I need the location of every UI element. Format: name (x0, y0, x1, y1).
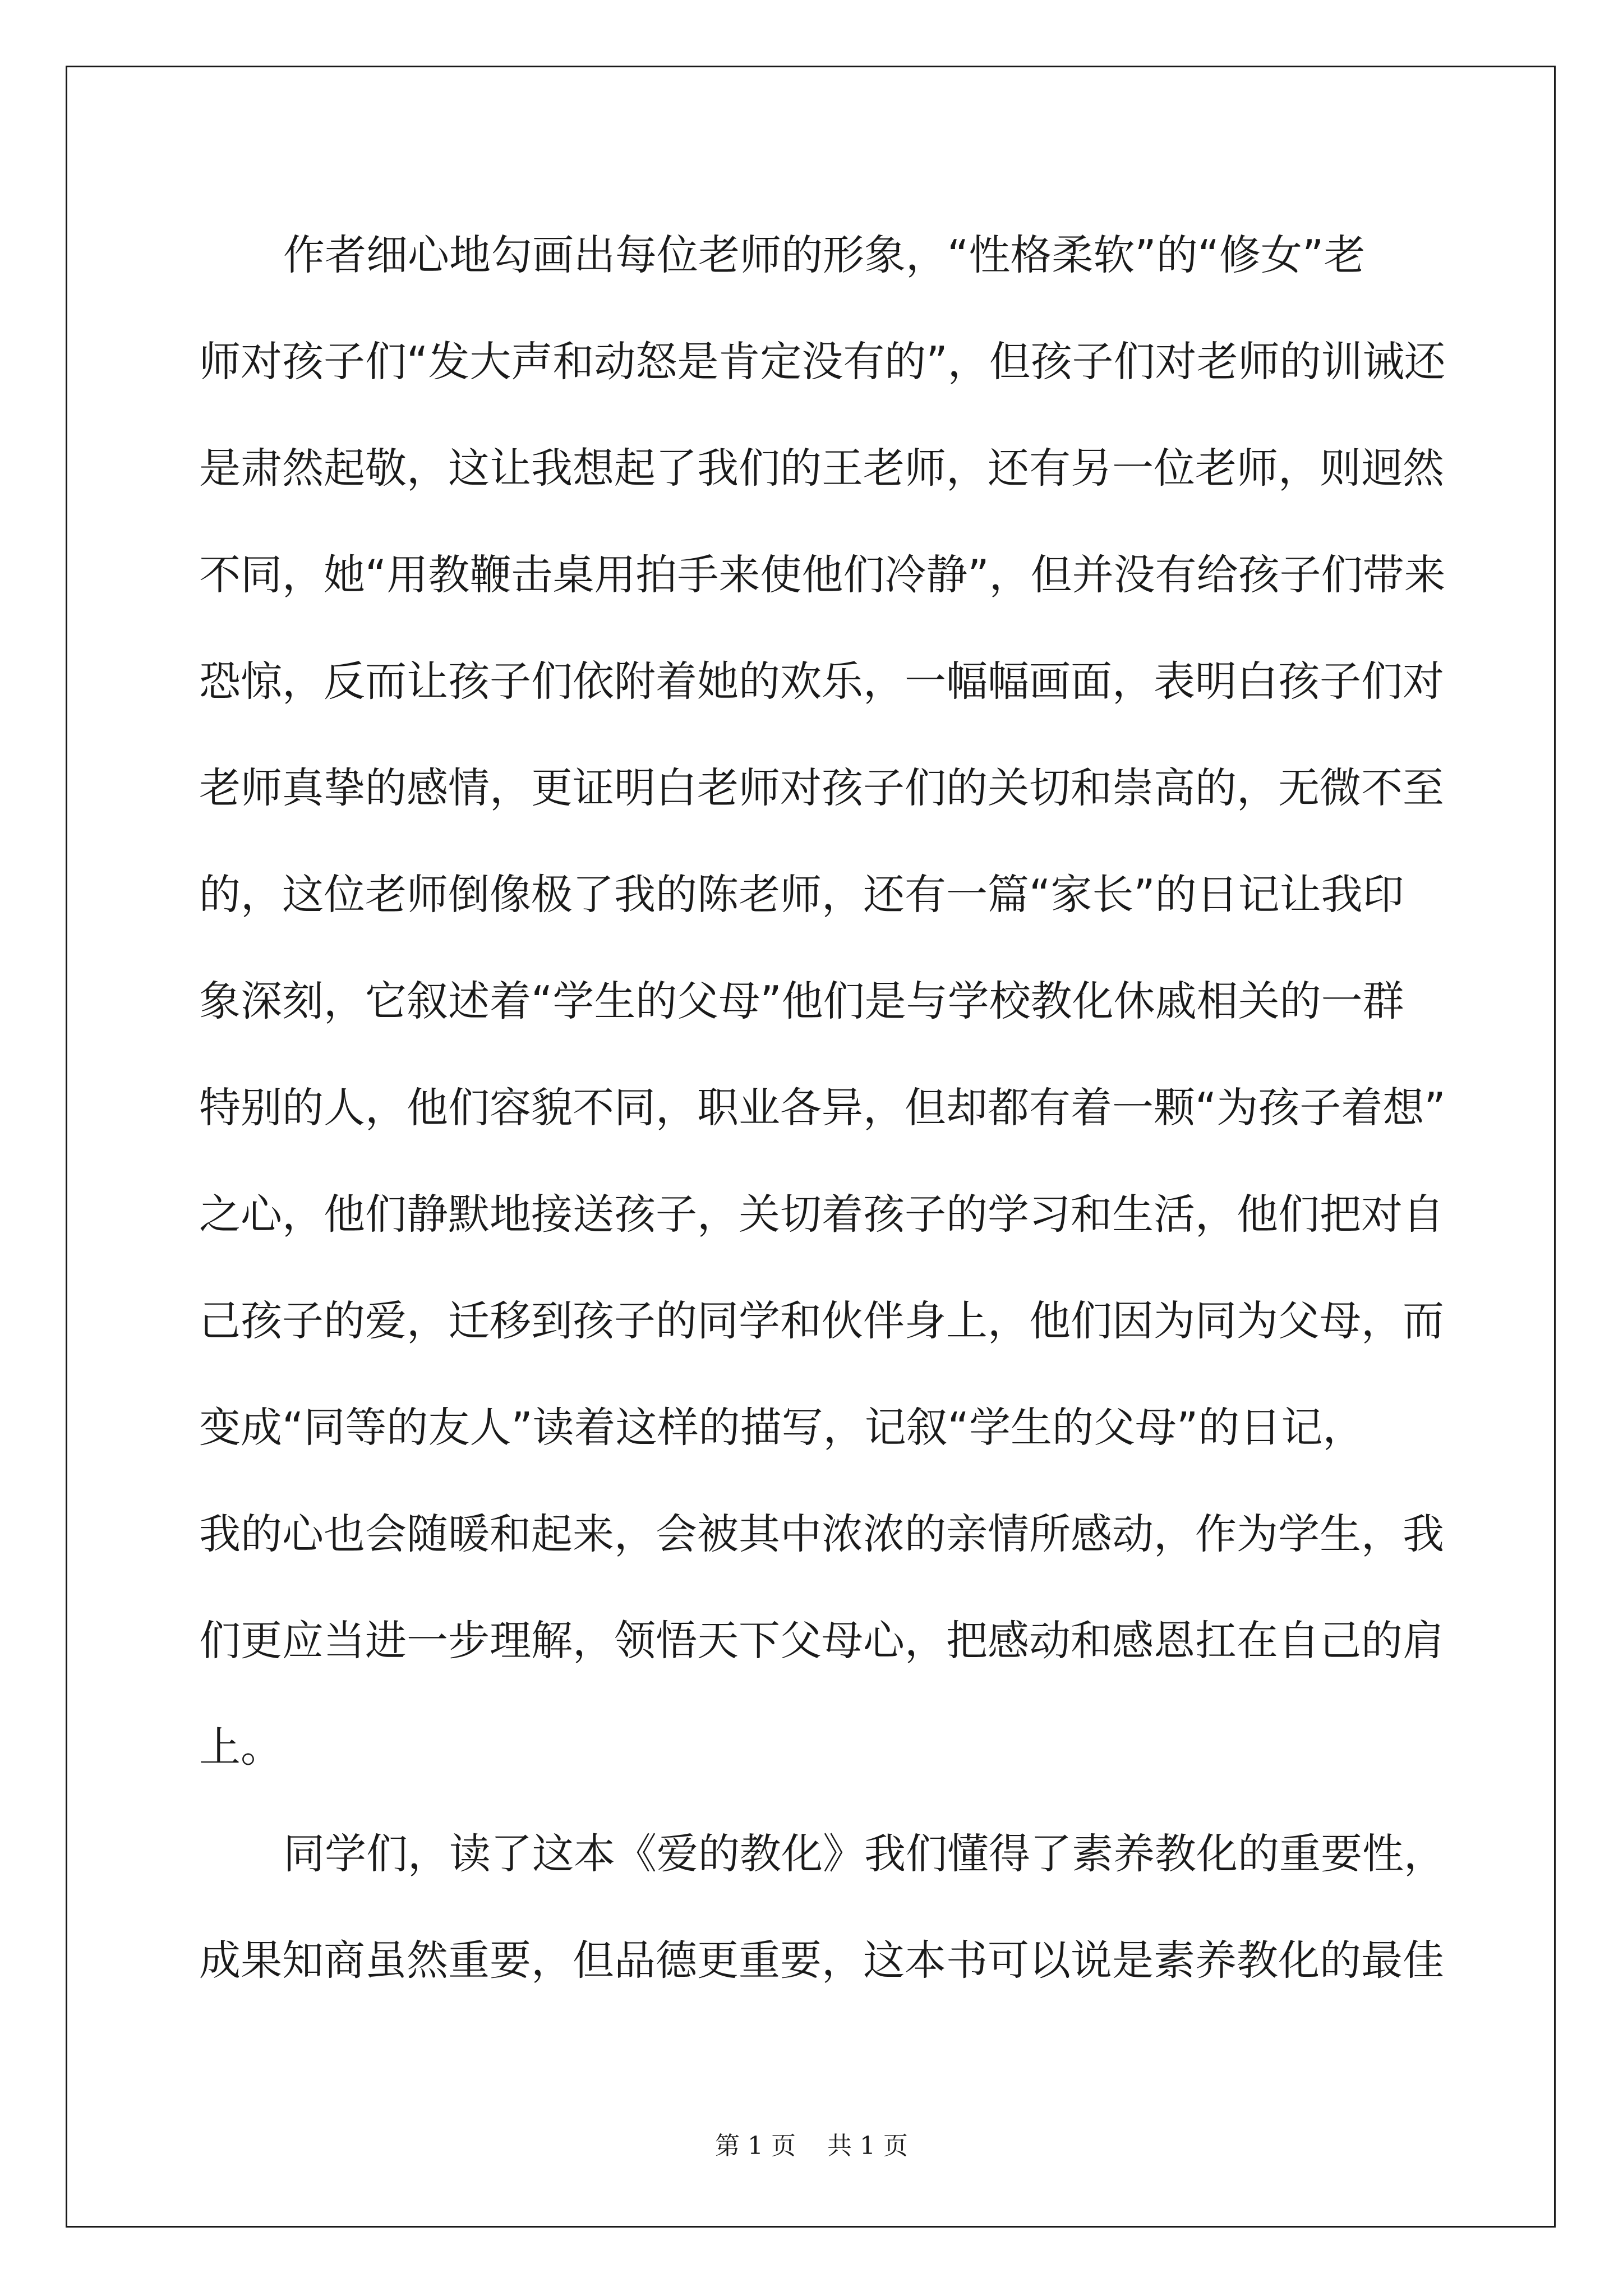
text-line: 不同，她“用教鞭击桌用拍手来使他们冷静”，但并没有给孩子们带来 (199, 551, 1446, 599)
page-footer (0, 2129, 1623, 2163)
text-line: 们更应当进一步理解，领悟天下父母心，把感动和感恩扛在自己的肩 (199, 1617, 1444, 1665)
text-line: 上。 (199, 1723, 282, 1772)
text-line: 己孩子的爱，迁移到孩子的同学和伙伴身上，他们因为同为父母，而 (199, 1297, 1444, 1345)
document-body (199, 202, 1446, 2014)
text-line: 我的心也会随暖和起来，会被其中浓浓的亲情所感动，作为学生，我 (199, 1510, 1444, 1558)
text-line: 变成“同等的友人”读着这样的描写，记叙“学生的父母”的日记， (199, 1404, 1364, 1452)
text-line: 老师真挚的感情，更证明白老师对孩子们的关切和崇高的，无微不至 (199, 764, 1444, 812)
text-line: 的，这位老师倒像极了我的陈老师，还有一篇“家长”的日记让我印 (199, 871, 1404, 919)
text-line: 象深刻，它叙述着“学生的父母”他们是与学校教化休戚相关的一群 (199, 977, 1404, 1025)
paragraph-1 (199, 202, 1446, 1801)
text-line: 特别的人，他们容貌不同，职业各异，但却都有着一颗“为孩子着想” (199, 1084, 1446, 1132)
text-line: 恐惊，反而让孩子们依附着她的欢乐，一幅幅画面，表明白孩子们对 (199, 657, 1444, 706)
page-number-label: 第 1 页 共 1 页 (715, 2132, 908, 2160)
paragraph-2 (199, 1801, 1445, 2014)
text-line: 成果知商虽然重要，但品德更重要，这本书可以说是素养教化的最佳 (199, 1936, 1444, 1985)
text-line: 作者细心地勾画出每位老师的形象，“性格柔软”的“修女”老 (283, 231, 1366, 279)
text-line: 是肃然起敬，这让我想起了我们的王老师，还有另一位老师，则迥然 (199, 444, 1444, 493)
text-line: 同学们，读了这本《爱的教化》我们懂得了素养教化的重要性， (283, 1830, 1445, 1878)
text-line: 之心，他们静默地接送孩子，关切着孩子的学习和生活，他们把对自 (199, 1190, 1444, 1239)
text-line: 师对孩子们“发大声和动怒是肯定没有的”，但孩子们对老师的训诫还 (199, 338, 1446, 386)
